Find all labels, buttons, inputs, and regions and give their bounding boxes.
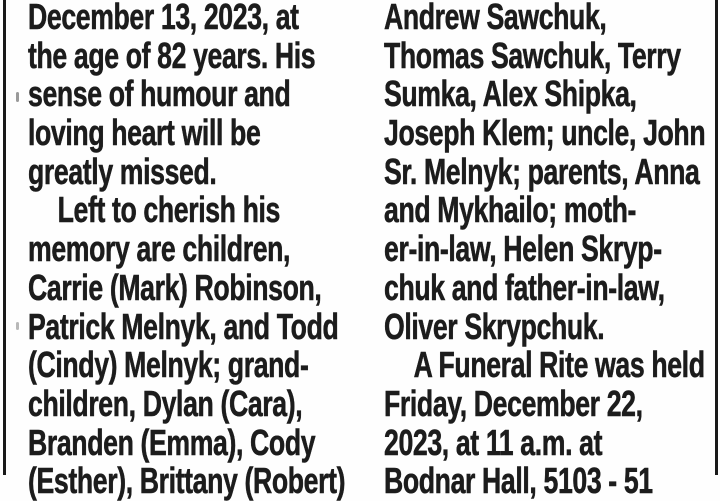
text-line: Thomas Sawchuk, Terry	[384, 34, 681, 76]
text-line: sense of humour and	[28, 73, 291, 115]
text-line-clipped: Bodnar Hall, 5103 - 51	[384, 460, 653, 501]
column-rule-left	[3, 0, 6, 475]
text-line: Left to cherish his	[57, 189, 281, 231]
text-line: Oliver Skrypchuk.	[384, 305, 605, 347]
text-line: chuk and father-in-law,	[384, 266, 665, 308]
text-line: Joseph Klem; uncle, John	[384, 112, 706, 154]
text-line: Sumka, Alex Shipka,	[384, 73, 637, 115]
text-line: loving heart will be	[28, 112, 261, 154]
text-line: A Funeral Rite was held	[413, 344, 705, 386]
text-line: children, Dylan (Cara),	[28, 382, 303, 424]
text-line: Andrew Sawchuk,	[384, 0, 607, 37]
text-line: 2023, at 11 a.m. at	[384, 421, 603, 463]
text-line: Carrie (Mark) Robinson,	[28, 266, 322, 308]
ink-speck	[16, 322, 19, 330]
text-line: greatly missed.	[28, 150, 217, 192]
text-line: (Cindy) Melnyk; grand-	[28, 344, 309, 386]
text-line: memory are children,	[28, 228, 291, 270]
text-line: and Mykhailo; moth-	[384, 189, 636, 231]
obituary-column-left	[28, 0, 370, 501]
ink-speck	[16, 92, 19, 102]
text-line: the age of 82 years. His	[28, 34, 316, 76]
obituary-column-right	[384, 0, 720, 501]
text-line: Sr. Melnyk; parents, Anna	[384, 150, 700, 192]
text-line: er-in-law, Helen Skryp-	[384, 228, 662, 270]
text-line-clipped: (Esther), Brittany (Robert)	[28, 460, 346, 501]
text-line: Patrick Melnyk, and Todd	[28, 305, 339, 347]
text-line: Branden (Emma), Cody	[28, 421, 316, 463]
text-line: December 13, 2023, at	[28, 0, 299, 37]
text-line: Friday, December 22,	[384, 382, 643, 424]
